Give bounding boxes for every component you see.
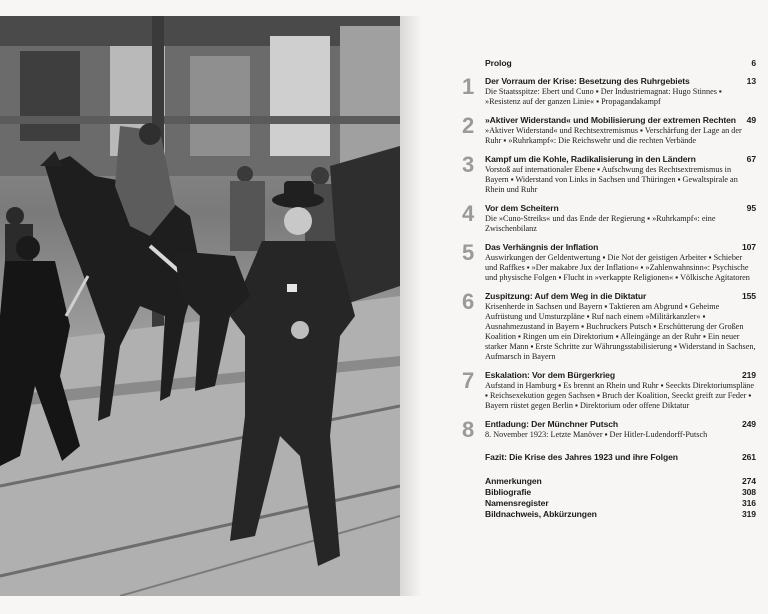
chapter-subtopics: Krisenherde in Sachsen und Bayern ▪ Taktieren am Abgrund ▪ Geheime Aufrüstung und Umsturzpläne ▪ Ruf nach einem »Militärkanzler« ▪ Ausnahmezustand in Bayern ▪ Buchruckers Putsch ▪ Erschütterung der Großen Koalition ▪ Ringen um ein Direktorium ▪ Alleingänge an der Ruhr ▪ Ein neuer starker Mann ▪ Erste Schritte zur Währungsstabilisierung ▪ Widerstand in Sachsen, Aufmarsch in Bayern — [485, 302, 756, 361]
chapter-subtopics: Die Staatsspitze: Ebert und Cuno ▪ Der Industriemagnat: Hugo Stinnes ▪ »Resistenz auf der ganzen Linie« ▪ Propagandakampf — [485, 87, 722, 106]
chapter-page: 155 — [741, 291, 756, 301]
chapter-subtopics: Die »Cuno-Streiks« und das Ende der Regierung ▪ »Ruhrkampf«: eine Zwischenbilanz — [485, 214, 716, 233]
chapter-number: 2 — [462, 113, 475, 138]
toc-row — [462, 76, 760, 86]
entry-page: 319 — [741, 509, 756, 519]
toc-chapter-5 — [462, 242, 760, 283]
chapter-subtopics: Vorstoß auf internationaler Ebene ▪ Aufschwung des Rechtsextremismus in Bayern ▪ Widerstand von Links in Sachsen und Thüringen ▪ Gewaltspirale an Rhein und Ruhr — [485, 165, 738, 194]
entry-title: Bildnachweis, Abkürzungen — [485, 509, 597, 519]
chapter-title: Der Vorraum der Krise: Besetzung des Ruhrgebiets — [485, 76, 690, 86]
page-gutter-shadow — [400, 16, 422, 596]
chapter-subtopics: Auswirkungen der Geldentwertung ▪ Die Not der geistigen Arbeiter ▪ Schieber und Raffkes ▪ »Der makabre Jux der Inflation« ▪ »Zahlenwahnsinn«: Psychische und physische Folgen ▪ Flucht in »verkappte Religionen« ▪ Völkische Agitatoren — [485, 253, 750, 282]
toc-row — [462, 370, 760, 380]
chapter-subtopics: 8. November 1923: Letzte Manöver ▪ Der Hitler-Ludendorff-Putsch — [485, 430, 708, 439]
chapter-subtopics: »Aktiver Widerstand« und Rechtsextremismus ▪ Verschärfung der Lage an der Ruhr ▪ »Ruhrkampf«: Die Reichswehr und die rechten Verbände — [485, 126, 742, 145]
toc-row — [462, 58, 760, 68]
chapter-number: 6 — [462, 289, 475, 314]
toc-entry-bibliografie — [462, 487, 760, 498]
toc-chapter-6 — [462, 291, 760, 362]
toc-entry-prolog — [462, 58, 760, 68]
chapter-page: 13 — [746, 76, 756, 86]
toc-row — [462, 419, 760, 429]
toc-entry-namensregister — [462, 498, 760, 509]
chapter-page: 107 — [741, 242, 756, 252]
toc-entry-anmerkungen — [462, 476, 760, 487]
chapter-number: 3 — [462, 152, 475, 177]
chapter-title: Eskalation: Vor dem Bürgerkrieg — [485, 370, 615, 380]
toc-row — [462, 154, 760, 164]
chapter-page: 219 — [741, 370, 756, 380]
entry-title: Prolog — [485, 58, 512, 68]
chapter-title: Vor dem Scheitern — [485, 203, 559, 213]
toc-row — [462, 452, 760, 462]
chapter-number: 5 — [462, 240, 475, 265]
chapter-subtopics: Aufstand in Hamburg ▪ Es brennt an Rhein und Ruhr ▪ Seeckts Direktoriumspläne ▪ Reichsexekution gegen Sachsen ▪ Bruch der Koalition, Seeckt greift zur Feder ▪ Bayern rüstet gegen Berlin ▪ Direktorium oder offene Diktatur — [485, 381, 754, 410]
chapter-title: Zuspitzung: Auf dem Weg in die Diktatur — [485, 291, 647, 301]
toc-chapter-8 — [462, 419, 760, 440]
entry-title: Namensregister — [485, 498, 549, 508]
toc-row — [462, 291, 760, 301]
historic-photograph — [0, 16, 400, 596]
chapter-title: Das Verhängnis der Inflation — [485, 242, 599, 252]
entry-page: 308 — [741, 487, 756, 497]
entry-page: 274 — [741, 476, 756, 486]
toc-row — [462, 476, 760, 487]
toc-chapter-2 — [462, 115, 760, 146]
chapter-page: 95 — [746, 203, 756, 213]
toc-row — [462, 203, 760, 213]
chapter-page: 249 — [741, 419, 756, 429]
chapter-number: 1 — [462, 74, 475, 99]
table-of-contents — [462, 58, 760, 520]
photo-scene — [0, 16, 400, 596]
toc-chapter-3 — [462, 154, 760, 195]
entry-title: Fazit: Die Krise des Jahres 1923 und ihre Folgen — [485, 452, 678, 462]
entry-title: Bibliografie — [485, 487, 532, 497]
toc-chapter-7 — [462, 370, 760, 411]
toc-row — [462, 242, 760, 252]
chapter-number: 8 — [462, 417, 475, 442]
toc-entry-fazit — [462, 452, 760, 462]
entry-page: 6 — [751, 58, 756, 68]
entry-title: Anmerkungen — [485, 476, 542, 486]
toc-entry-bildnachweis — [462, 509, 760, 520]
chapter-number: 7 — [462, 368, 475, 393]
toc-row — [462, 115, 760, 125]
entry-page: 316 — [741, 498, 756, 508]
chapter-title: Entladung: Der Münchner Putsch — [485, 419, 619, 429]
chapter-number: 4 — [462, 201, 475, 226]
toc-chapter-1 — [462, 76, 760, 107]
chapter-page: 49 — [746, 115, 756, 125]
toc-row — [462, 509, 760, 520]
toc-chapter-4 — [462, 203, 760, 234]
toc-row — [462, 487, 760, 498]
chapter-title: »Aktiver Widerstand« und Mobilisierung der extremen Rechten — [485, 115, 736, 125]
toc-row — [462, 498, 760, 509]
chapter-page: 67 — [746, 154, 756, 164]
entry-page: 261 — [741, 452, 756, 462]
chapter-title: Kampf um die Kohle, Radikalisierung in den Ländern — [485, 154, 696, 164]
